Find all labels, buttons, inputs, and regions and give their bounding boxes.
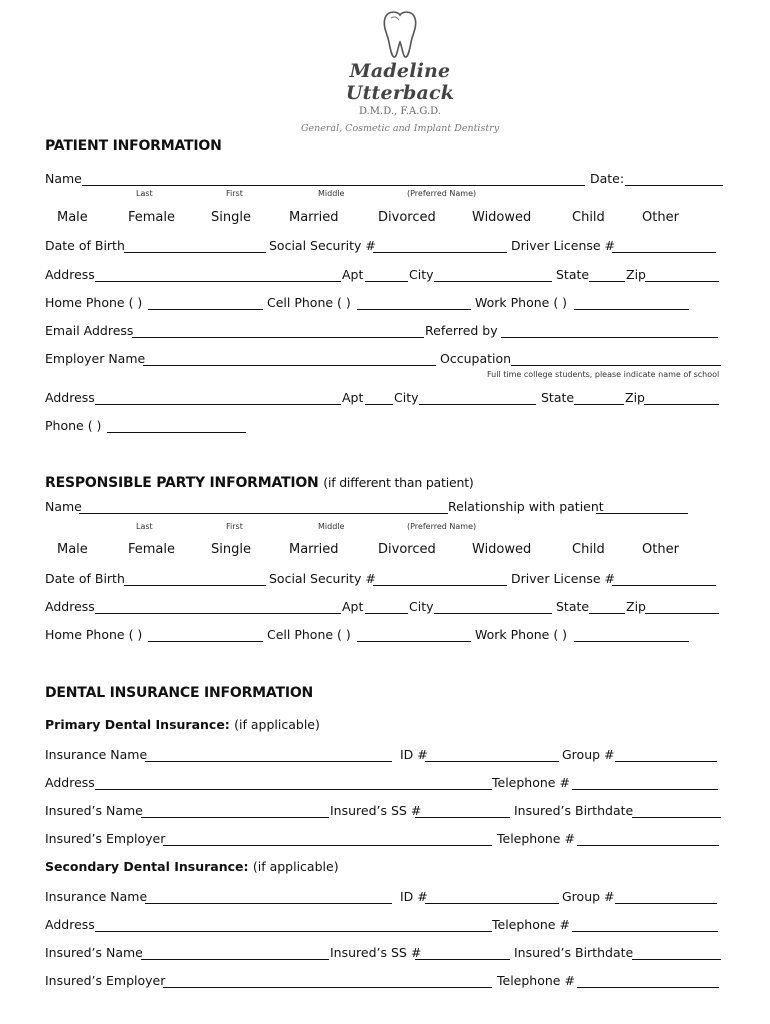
referred-label: Referred by [425,323,498,338]
secondary-ins-name-field[interactable] [145,903,392,904]
patient-email-row [45,322,725,340]
patient-phone-row [45,294,725,312]
responsible-address-field[interactable] [95,613,341,614]
employer-phone-row [45,417,725,435]
zip-field[interactable] [645,281,719,282]
referred-field[interactable] [501,337,718,338]
secondary-group-label: Group # [562,889,615,904]
state-label: State [556,267,590,282]
responsible-cell-phone-field[interactable] [357,641,471,642]
tooth-icon [378,8,422,60]
patient-name-row [45,170,725,188]
employer-apt-label: Apt [342,390,364,405]
secondary-insurance-subtitle: (if applicable) [252,859,339,874]
primary-telephone2-label: Telephone # [497,831,575,846]
city-label: City [409,267,434,282]
occupation-field[interactable] [511,365,721,366]
responsible-dob-row [45,570,725,588]
zip-label: Zip [626,267,646,282]
secondary-insured-name-label: Insured’s Name [45,945,143,960]
responsible-option-female[interactable]: Female [128,542,176,557]
employer-label: Employer Name [45,351,146,366]
name-part-last: Last [136,189,153,198]
relationship-field[interactable] [596,513,688,514]
city-field[interactable] [434,281,552,282]
primary-insurance-name-row [45,746,725,764]
primary-ins-name-field[interactable] [145,761,392,762]
responsible-cell-phone-label: Cell Phone ( ) [267,627,351,642]
responsible-title: RESPONSIBLE PARTY INFORMATION [45,475,319,491]
primary-group-field[interactable] [615,761,717,762]
secondary-ins-name-label: Insurance Name [45,889,148,904]
option-male[interactable]: Male [57,210,88,225]
primary-ins-name-label: Insurance Name [45,747,148,762]
occupation-note: Full time college students, please indicate name of school [487,370,720,379]
patient-dob-row [45,237,725,255]
secondary-insured-ss-label: Insured’s SS # [330,945,422,960]
secondary-address-label: Address [45,917,95,932]
responsible-option-widowed[interactable]: Widowed [472,542,532,557]
primary-address-field[interactable] [95,789,492,790]
responsible-work-phone-field[interactable] [574,641,689,642]
secondary-id-field[interactable] [425,903,559,904]
apt-label: Apt [342,267,364,282]
secondary-group-field[interactable] [615,903,717,904]
employer-field[interactable] [143,365,436,366]
name-label: Name [45,171,82,186]
primary-insurance-title: Primary Dental Insurance: [45,717,230,732]
responsible-section-title [45,475,474,491]
employer-phone-field[interactable] [107,432,246,433]
name-part-preferred: (Preferred Name) [407,189,477,198]
secondary-telephone-field[interactable] [572,931,718,932]
responsible-option-married[interactable]: Married [289,542,339,557]
primary-insured-ss-field[interactable] [415,817,510,818]
responsible-address-row [45,598,725,616]
primary-employer-row [45,830,725,848]
employer-phone-label: Phone ( ) [45,418,102,433]
secondary-telephone2-label: Telephone # [497,973,575,988]
primary-id-field[interactable] [425,761,559,762]
responsible-name-label: Name [45,499,82,514]
work-phone-label: Work Phone ( ) [475,295,568,310]
responsible-dl-field[interactable] [612,585,716,586]
responsible-name-part-last: Last [136,522,153,531]
primary-address-label: Address [45,775,95,790]
home-phone-label: Home Phone ( ) [45,295,143,310]
date-field[interactable] [625,185,723,186]
responsible-address-label: Address [45,599,95,614]
option-child[interactable]: Child [572,210,605,225]
address-field[interactable] [95,281,341,282]
responsible-home-phone-label: Home Phone ( ) [45,627,143,642]
responsible-apt-label: Apt [342,599,364,614]
secondary-insured-employer-label: Insured’s Employer [45,973,166,988]
responsible-work-phone-label: Work Phone ( ) [475,627,568,642]
responsible-name-row [45,498,725,516]
patient-section-title: PATIENT INFORMATION [45,138,222,154]
state-field[interactable] [589,281,625,282]
ssn-label: Social Security # [269,238,376,253]
employer-apt-field[interactable] [365,404,393,405]
dl-field[interactable] [612,252,716,253]
primary-address-row [45,774,725,792]
primary-insured-employer-label: Insured’s Employer [45,831,166,846]
employer-zip-field[interactable] [644,404,719,405]
responsible-name-field[interactable] [79,513,448,514]
email-label: Email Address [45,323,134,338]
option-female[interactable]: Female [128,210,176,225]
practice-credentials: D.M.D., F.A.G.D. [358,106,442,117]
primary-insured-name-label: Insured’s Name [45,803,143,818]
responsible-city-label: City [409,599,434,614]
secondary-employer-row [45,972,725,990]
primary-insurance-subtitle: (if applicable) [234,717,320,732]
responsible-dob-label: Date of Birth [45,571,125,586]
occupation-label: Occupation [440,351,512,366]
responsible-ssn-field[interactable] [373,585,507,586]
employer-state-label: State [541,390,575,405]
primary-insured-row [45,802,725,820]
primary-insured-ss-label: Insured’s SS # [330,803,422,818]
option-married[interactable]: Married [289,210,339,225]
patient-address-row [45,266,725,284]
dob-label: Date of Birth [45,238,125,253]
responsible-name-part-preferred: (Preferred Name) [407,522,477,531]
dob-field[interactable] [124,252,266,253]
secondary-insurance-name-row [45,888,725,906]
responsible-phone-row [45,626,725,644]
employer-city-label: City [394,390,419,405]
name-field[interactable] [82,185,585,186]
responsible-zip-label: Zip [626,599,646,614]
secondary-insurance-heading [45,859,339,874]
responsible-state-field[interactable] [589,613,625,614]
practice-logo [300,8,500,134]
responsible-name-part-middle: Middle [318,522,345,531]
employer-address-label: Address [45,390,95,405]
primary-insured-name-field[interactable] [141,817,329,818]
primary-telephone2-field[interactable] [577,845,719,846]
responsible-option-single[interactable]: Single [211,542,251,557]
apt-field[interactable] [365,281,408,282]
name-part-middle: Middle [318,189,345,198]
responsible-option-child[interactable]: Child [572,542,605,557]
employer-city-field[interactable] [419,404,536,405]
relationship-label: Relationship with patient [448,499,604,514]
option-other[interactable]: Other [642,210,679,225]
secondary-address-row [45,916,725,934]
responsible-subtitle: (if different than patient) [323,475,474,490]
primary-insured-bd-field[interactable] [632,817,721,818]
option-divorced[interactable]: Divorced [378,210,436,225]
primary-telephone-field[interactable] [572,789,718,790]
responsible-city-field[interactable] [434,613,552,614]
secondary-id-label: ID # [400,889,428,904]
secondary-insured-ss-field[interactable] [415,959,510,960]
patient-employer-row [45,350,725,368]
responsible-dl-label: Driver License # [511,571,616,586]
responsible-apt-field[interactable] [365,613,408,614]
employer-state-field[interactable] [574,404,624,405]
employer-address-row [45,389,725,407]
responsible-state-label: State [556,599,590,614]
responsible-name-part-first: First [226,522,243,531]
secondary-insured-employer-field[interactable] [163,987,492,988]
home-phone-field[interactable] [148,309,263,310]
option-single[interactable]: Single [211,210,251,225]
secondary-address-field[interactable] [95,931,492,932]
secondary-insured-row [45,944,725,962]
employer-address-field[interactable] [95,404,341,405]
ssn-field[interactable] [373,252,507,253]
employer-zip-label: Zip [625,390,645,405]
responsible-home-phone-field[interactable] [148,641,263,642]
work-phone-field[interactable] [574,309,689,310]
responsible-ssn-label: Social Security # [269,571,376,586]
secondary-telephone2-field[interactable] [577,987,719,988]
address-label: Address [45,267,95,282]
secondary-insured-name-field[interactable] [141,959,329,960]
cell-phone-label: Cell Phone ( ) [267,295,351,310]
primary-telephone-label: Telephone # [492,775,570,790]
responsible-dob-field[interactable] [124,585,266,586]
option-widowed[interactable]: Widowed [472,210,532,225]
responsible-option-other[interactable]: Other [642,542,679,557]
responsible-option-divorced[interactable]: Divorced [378,542,436,557]
practice-tagline: General, Cosmetic and Implant Dentistry [300,123,500,134]
name-part-first: First [226,189,243,198]
dl-label: Driver License # [511,238,616,253]
secondary-insurance-title: Secondary Dental Insurance: [45,859,249,874]
secondary-insured-bd-field[interactable] [632,959,721,960]
date-label: Date: [590,171,625,186]
email-field[interactable] [132,337,424,338]
secondary-telephone-label: Telephone # [492,917,570,932]
primary-group-label: Group # [562,747,615,762]
primary-id-label: ID # [400,747,428,762]
primary-insurance-heading [45,717,320,732]
secondary-insured-bd-label: Insured’s Birthdate [514,945,634,960]
responsible-zip-field[interactable] [645,613,719,614]
insurance-section-title: DENTAL INSURANCE INFORMATION [45,685,314,701]
practice-name: Madeline Utterback [345,60,455,104]
cell-phone-field[interactable] [357,309,471,310]
responsible-option-male[interactable]: Male [57,542,88,557]
primary-insured-bd-label: Insured’s Birthdate [514,803,634,818]
primary-insured-employer-field[interactable] [163,845,492,846]
